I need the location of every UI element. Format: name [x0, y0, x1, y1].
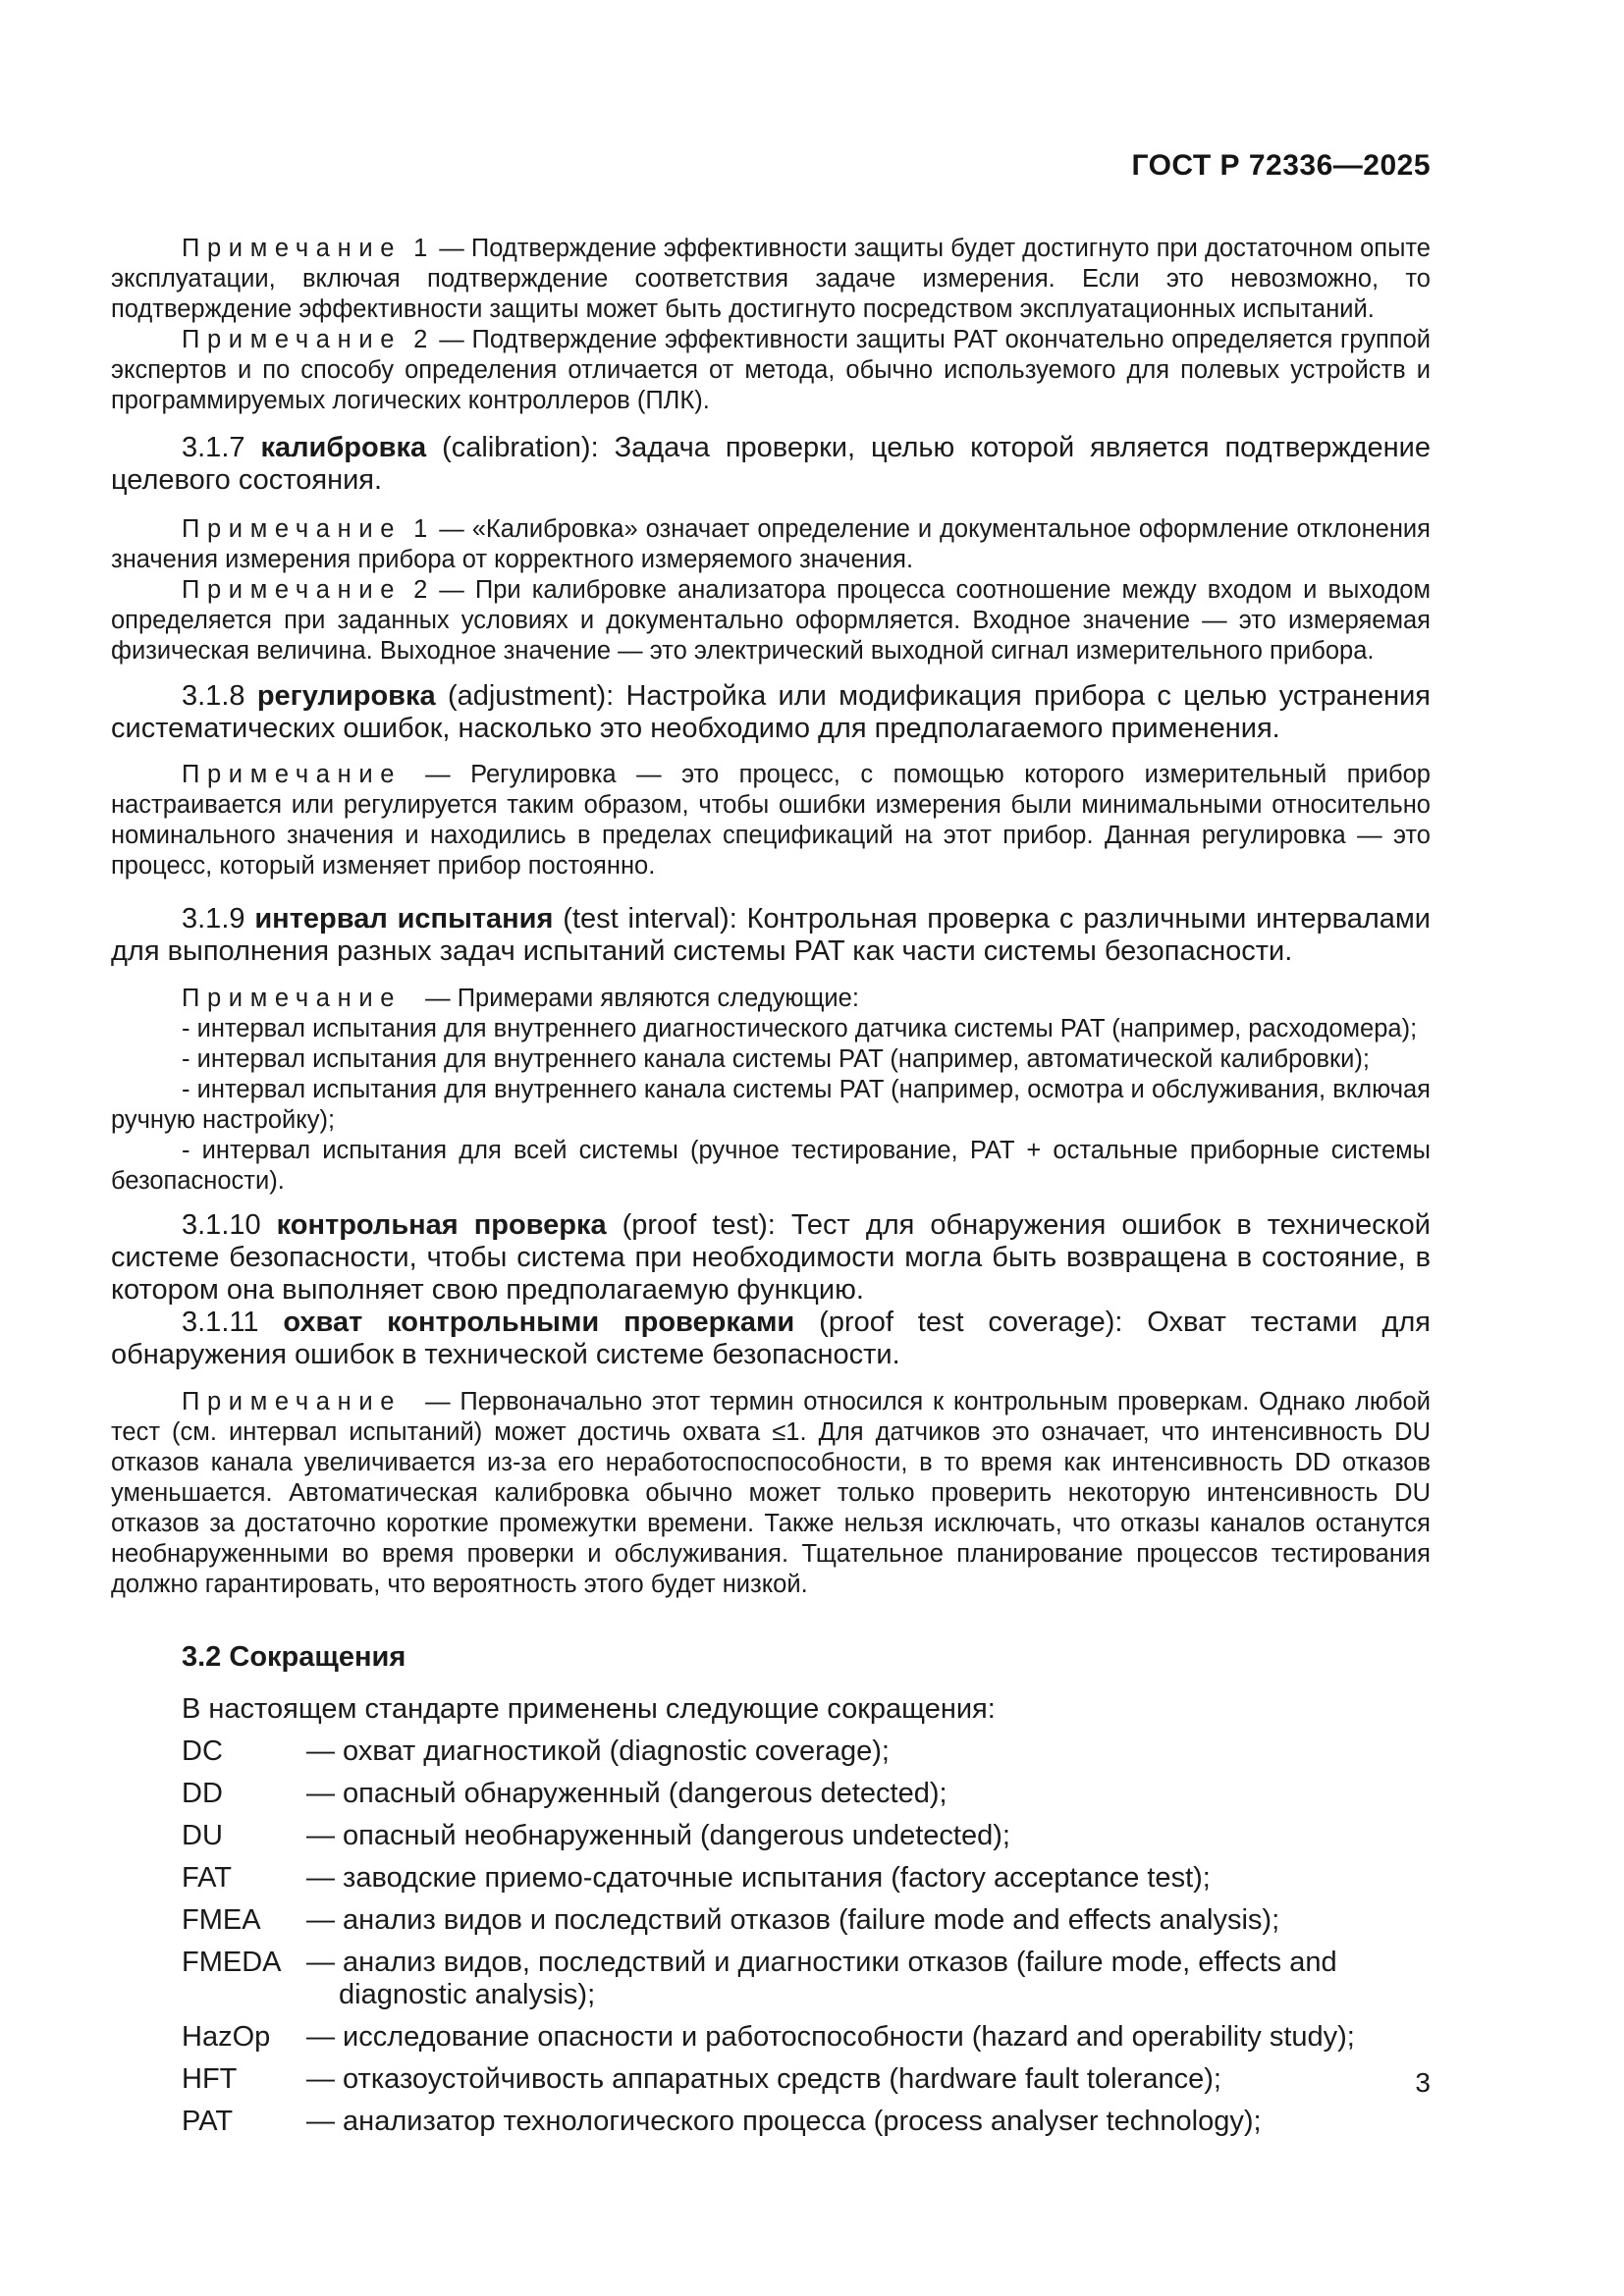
note-text: — Регулировка — это процесс, с помощью которого измерительный прибор настраивается или регулируется таким образом, чтобы ошибки измерения были минимальными относительно номинального значения и находились в пределах спецификаций на этот прибор. Данная регулировка — это процесс, который изменяет прибор постоянно.: [111, 761, 1431, 880]
note-number: 2: [413, 576, 428, 604]
term-name: регулировка: [256, 680, 436, 712]
section-heading-abbreviations: 3.2 Сокращения: [182, 1641, 406, 1673]
term-text: (proof test coverage): Охват тестами для обнаружения ошибок в технической системе безопасности.: [111, 1307, 1431, 1370]
term-number: 3.1.7: [182, 432, 245, 463]
abbreviation-term: DD: [182, 1778, 223, 1809]
term-name: охват контрольными проверками: [283, 1307, 795, 1338]
abbreviations-list: [111, 1735, 1431, 2138]
abbreviation-term: HFT: [182, 2063, 238, 2095]
note-interval-item-1: - интервал испытания для внутреннего диагностического датчика системы PAT (например, расходомера);: [182, 1015, 1418, 1042]
term-text: (test interval): Контрольная проверка с различными интервалами для выполнения разных задач испытаний системы PAT как части системы безопасности.: [111, 903, 1432, 967]
term-definition-3-1-9: [111, 903, 1431, 968]
abbreviation-definition: — отказоустойчивость аппаратных средств (hardware fault tolerance);: [306, 2063, 1221, 2095]
term-definition-3-1-7: [111, 432, 1431, 497]
note-adjustment: [111, 760, 1431, 881]
term-definition-3-1-10: [111, 1209, 1431, 1307]
abbreviation-term: FMEDA: [182, 1947, 282, 1978]
note-text: — Первоначально этот термин относился к контрольным проверкам. Однако любой тест (см. интервал испытаний) может достичь охвата ≤1. Для датчиков это означает, что интенсивность DU отказов канала увеличивается из-за его неработоспоспособности, в то время как интенсивность DD отказов уменьшается. Автоматическая калибровка обычно может только проверить некоторую интенсивность DU отказов за достаточно короткие промежутки времени. Также нельзя исключать, что отказы каналов останутся необнаруженными во время проверки и обслуживания. Тщательное планирование процессов тестирования должно гарантировать, что вероятность этого будет низкой.: [111, 1388, 1431, 1598]
note-text: — При калибровке анализатора процесса соотношение между входом и выходом определяется при заданных условиях и документально оформляется. Входное значение — это измеряемая физическая величина. Выходное значение — это электрический выходной сигнал измерительного прибора.: [111, 576, 1431, 665]
note-text: — Подтверждение эффективности защиты будет достигнуто при достаточном опыте эксплуатации, включая подтверждение соответствия задаче измерения. Если это невозможно, то подтверждение эффективности защиты может быть достигнуто посредством эксплуатационных испытаний.: [111, 235, 1431, 323]
term-definition-3-1-8: [111, 680, 1431, 745]
note-interval-intro: [111, 984, 1431, 1014]
note-label: Примечание: [182, 326, 403, 353]
note-interval-item-4: - интервал испытания для всей системы (ручное тестирование, PAT + остальные приборные системы безопасности).: [111, 1137, 1431, 1195]
abbreviation-definition: — опасный необнаруженный (dangerous undetected);: [306, 1820, 1010, 1851]
abbreviation-row: [182, 2063, 1431, 2096]
abbreviation-row: [182, 1778, 1431, 1810]
note-label: Примечание: [182, 1388, 403, 1415]
abbreviation-row: [182, 1820, 1431, 1852]
note-interval-item-3: - интервал испытания для внутреннего канала системы PAT (например, осмотра и обслуживания, включая ручную настройку);: [111, 1076, 1431, 1134]
abbreviation-definition: — заводские приемо-сдаточные испытания (factory acceptance test);: [306, 1862, 1211, 1894]
abbreviation-definition: — опасный обнаруженный (dangerous detected);: [306, 1778, 947, 1809]
abbreviation-term: PAT: [182, 2106, 234, 2137]
abbreviations-intro: В настоящем стандарте применены следующие сокращения:: [182, 1693, 996, 1725]
abbreviation-row: [182, 2106, 1431, 2138]
note-coverage: [111, 1387, 1431, 1600]
note-text: — Подтверждение эффективности защиты PAT окончательно определяется группой экспертов и по способу определения отличается от метода, обычно используемого для полевых устройств и программируемых логических контроллеров (ПЛК).: [111, 326, 1431, 414]
note-label: Примечание: [182, 761, 403, 788]
page-content: [111, 149, 1431, 2148]
abbreviation-term: FAT: [182, 1862, 233, 1894]
abbreviation-row: [182, 2021, 1431, 2054]
note-calibration-1: [111, 514, 1431, 575]
page-number: 3: [1415, 2067, 1431, 2098]
term-text: (proof test): Тест для обнаружения ошибок в технической системе безопасности, чтобы система при необходимости могла быть возвращена в состояние, в котором она выполняет свою предполагаемую функцию.: [111, 1209, 1431, 1306]
abbreviation-term: DU: [182, 1820, 223, 1851]
abbreviation-definition: — исследование опасности и работоспособности (hazard and operability study);: [306, 2021, 1355, 2053]
term-name: интервал испытания: [254, 903, 554, 934]
term-name: калибровка: [260, 432, 427, 463]
note-number: 1: [413, 235, 428, 262]
abbreviation-row: [182, 1904, 1431, 1937]
note-text: — «Калибровка» означает определение и документальное оформление отклонения значения измерения прибора от корректного измеряемого значения.: [111, 515, 1431, 573]
note-number: 1: [413, 515, 428, 543]
note-top-1: [111, 234, 1431, 325]
note-number: 2: [413, 326, 428, 353]
note-calibration-2: [111, 575, 1431, 667]
abbreviation-term: DC: [182, 1735, 223, 1767]
abbreviation-definition: — анализатор технологического процесса (process analyser technology);: [306, 2106, 1262, 2137]
doc-code-header: ГОСТ Р 72336—2025: [1131, 149, 1431, 182]
term-number: 3.1.10: [182, 1209, 261, 1241]
term-name: контрольная проверка: [276, 1209, 607, 1241]
abbreviation-row: [182, 1735, 1431, 1768]
note-interval-item-2: - интервал испытания для внутреннего канала системы PAT (например, автоматической калибровки);: [182, 1045, 1370, 1073]
abbreviation-row: [182, 1947, 1431, 2011]
note-label: Примечание: [182, 985, 403, 1012]
note-label: Примечание: [182, 235, 403, 262]
term-definition-3-1-11: [111, 1307, 1431, 1371]
abbreviation-definition: — охват диагностикой (diagnostic coverage);: [306, 1735, 890, 1767]
term-text: (adjustment): Настройка или модификация прибора с целью устранения систематических ошибок, насколько это необходимо для предполагаемого применения.: [111, 680, 1431, 744]
note-text: — Примерами являются следующие:: [425, 985, 859, 1012]
abbreviation-definition: — анализ видов, последствий и диагностики отказов (failure mode, effects and diagnostic analysis);: [306, 1947, 1337, 2010]
term-number: 3.1.8: [182, 680, 245, 712]
term-number: 3.1.11: [182, 1307, 259, 1338]
note-top-2: [111, 325, 1431, 416]
abbreviation-term: FMEA: [182, 1904, 261, 1936]
abbreviation-definition: — анализ видов и последствий отказов (failure mode and effects analysis);: [306, 1904, 1280, 1936]
term-text: (calibration): Задача проверки, целью которой является подтверждение целевого состояния.: [111, 432, 1431, 496]
abbreviation-term: HazOp: [182, 2021, 271, 2053]
abbreviation-row: [182, 1862, 1431, 1895]
note-label: Примечание: [182, 576, 403, 604]
note-label: Примечание: [182, 515, 403, 543]
term-number: 3.1.9: [182, 903, 245, 934]
